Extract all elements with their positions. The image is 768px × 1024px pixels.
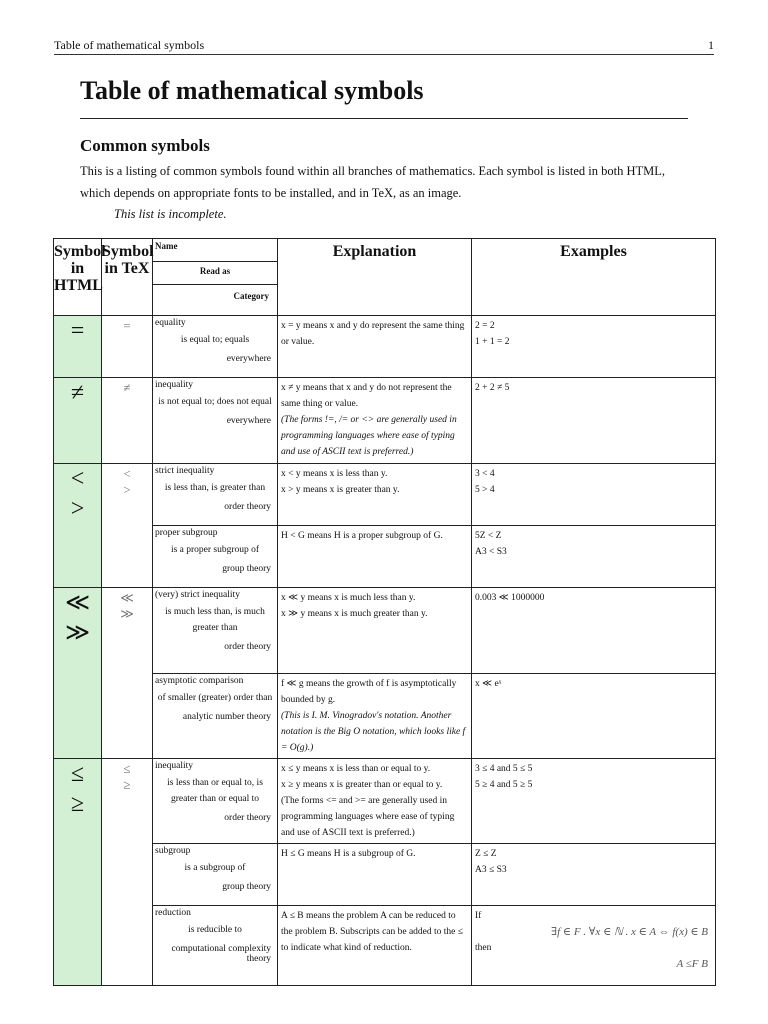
explanation-cell — [278, 906, 472, 986]
table-row — [54, 526, 716, 588]
tex-symbol: ≫ — [120, 606, 134, 621]
name-cell — [153, 378, 278, 464]
symbol-read-as: is a proper subgroup of — [170, 545, 260, 555]
example-text: 3 ≤ 4 and 5 ≤ 5 — [475, 764, 533, 774]
examples-cell — [472, 759, 716, 844]
tex-symbol: ≠ — [123, 380, 131, 395]
table-row — [54, 464, 716, 526]
html-symbol: = — [70, 318, 85, 344]
symbol-read-as: is less than or equal to, is greater than or equal to — [167, 778, 263, 804]
symbol-name: proper subgroup — [155, 528, 218, 538]
example-text: A3 ≤ S3 — [475, 865, 507, 875]
table-row — [54, 588, 716, 674]
examples-cell — [472, 316, 716, 378]
tex-symbol: ≪ — [120, 590, 134, 605]
tex-symbol: = — [123, 318, 131, 333]
example-text: ∃f ∈ F . ∀x ∈ ℕ . x ∈ A ⇔ f(x) ∈ B — [551, 926, 708, 938]
header-examples: Examples — [472, 239, 716, 316]
symbol-read-as: of smaller (greater) order than — [157, 693, 273, 703]
symbol-name: strict inequality — [155, 466, 215, 476]
symbol-read-as: is not equal to; does not equal — [158, 397, 272, 407]
explanation-text: H < G means H is a proper subgroup of G. — [281, 531, 443, 541]
explanation-cell — [278, 844, 472, 906]
symbol-category: order theory — [224, 813, 271, 823]
explanation-cell — [278, 378, 472, 464]
explanation-cell — [278, 759, 472, 844]
example-text: then — [475, 943, 492, 953]
html-symbol: > — [70, 496, 85, 522]
explanation-text: x < y means x is less than y. — [281, 469, 388, 479]
example-text: 2 + 2 ≠ 5 — [475, 383, 510, 393]
name-cell — [153, 316, 278, 378]
tex-symbol-cell — [102, 464, 153, 588]
example-text: 3 < 4 — [475, 469, 495, 479]
symbol-category: analytic number theory — [182, 712, 271, 722]
explanation-text: (This is I. M. Vinogradov's notation. Another notation is the Big O notation, which looks like f = O(g).) — [281, 711, 466, 753]
examples-cell — [472, 526, 716, 588]
symbol-category: order theory — [224, 502, 271, 512]
symbol-read-as: is reducible to — [188, 925, 242, 935]
example-text: 1 + 1 = 2 — [475, 337, 510, 347]
examples-cell — [472, 464, 716, 526]
explanation-text: x = y means x and y do represent the same thing or value. — [281, 321, 465, 347]
symbol-category: group theory — [222, 564, 271, 574]
tex-symbol-cell — [102, 759, 153, 986]
html-symbol-cell — [54, 378, 102, 464]
example-text: Z ≤ Z — [475, 849, 497, 859]
example-text: 5 > 4 — [475, 485, 495, 495]
tex-symbol-cell — [102, 316, 153, 378]
example-text: 5 ≥ 4 and 5 ≥ 5 — [475, 780, 533, 790]
title-rule — [80, 118, 688, 119]
example-text: 0.003 ≪ 1000000 — [475, 593, 545, 603]
symbol-category: everywhere — [226, 416, 271, 426]
symbol-name: asymptotic comparison — [155, 676, 244, 686]
symbol-read-as: is less than, is greater than — [164, 483, 266, 493]
table-row — [54, 759, 716, 844]
explanation-cell — [278, 526, 472, 588]
running-head-title: Table of mathematical symbols — [54, 38, 205, 52]
html-symbol: ≫ — [64, 620, 91, 646]
html-symbol-cell — [54, 588, 102, 759]
symbol-name: (very) strict inequality — [155, 590, 240, 600]
example-text: A3 < S3 — [475, 547, 507, 557]
symbols-table — [53, 238, 716, 986]
examples-cell — [472, 906, 716, 986]
explanation-text: (The forms <= and >= are generally used in programming languages where ease of typing and use of ASCII text is preferred.) — [281, 796, 455, 838]
intro-paragraph: This is a listing of common symbols found within all branches of mathematics. Each symbol is listed in both HTML, which depends on appropriate fonts to be installed, and in TeX, as an image. — [80, 164, 665, 200]
explanation-text: x ≥ y means x is greater than or equal to y. — [281, 780, 443, 790]
symbol-name: inequality — [155, 380, 193, 390]
examples-cell — [472, 844, 716, 906]
explanation-text: x ≫ y means x is much greater than y. — [281, 609, 428, 619]
table-row — [54, 378, 716, 464]
symbol-read-as: is much less than, is much greater than — [165, 607, 265, 633]
header-tex: Symbol in TeX — [102, 239, 153, 316]
explanation-cell — [278, 674, 472, 759]
explanation-text: x > y means x is greater than y. — [281, 485, 400, 495]
name-cell — [153, 674, 278, 759]
header-read-as: Read as — [153, 262, 278, 285]
table-body — [54, 316, 716, 986]
explanation-cell — [278, 316, 472, 378]
explanation-cell — [278, 464, 472, 526]
header-name: Name — [153, 239, 278, 262]
tex-symbol: < — [123, 466, 131, 481]
running-head — [54, 38, 714, 55]
example-text: 2 = 2 — [475, 321, 495, 331]
table-row — [54, 316, 716, 378]
html-symbol: < — [70, 466, 85, 492]
explanation-text: A ≤ B means the problem A can be reduced to the problem B. Subscripts can be added to the ≤ to indicate what kind of reduction. — [281, 911, 463, 953]
name-cell — [153, 759, 278, 844]
explanation-text: f ≪ g means the growth of f is asymptotically bounded by g. — [281, 679, 457, 705]
tex-symbol-cell — [102, 588, 153, 759]
symbol-read-as: is equal to; equals — [180, 335, 250, 345]
explanation-text: x ≤ y means x is less than or equal to y. — [281, 764, 431, 774]
name-cell — [153, 844, 278, 906]
html-symbol: ≠ — [70, 380, 85, 406]
explanation-text: x ≠ y means that x and y do not represent the same thing or value. — [281, 383, 452, 409]
html-symbol-cell — [54, 316, 102, 378]
symbol-read-as: is a subgroup of — [184, 863, 246, 873]
table-row — [54, 674, 716, 759]
tex-symbol: > — [123, 482, 131, 497]
name-cell — [153, 906, 278, 986]
name-cell — [153, 526, 278, 588]
examples-cell — [472, 588, 716, 674]
example-text: 5Z < Z — [475, 531, 502, 541]
html-symbol-cell — [54, 759, 102, 986]
symbol-category: order theory — [224, 642, 271, 652]
tex-symbol-cell — [102, 378, 153, 464]
header-html: Symbol in HTML — [54, 239, 102, 316]
page-number: 1 — [708, 38, 714, 52]
page-title: Table of mathematical symbols — [80, 76, 424, 105]
html-symbol: ≤ — [70, 761, 85, 787]
table-row — [54, 906, 716, 986]
symbol-category: computational complexity theory — [171, 944, 271, 964]
explanation-cell — [278, 588, 472, 674]
html-symbol-cell — [54, 464, 102, 588]
explanation-text: H ≤ G means H is a subgroup of G. — [281, 849, 416, 859]
tex-symbol: ≥ — [123, 777, 131, 792]
name-cell — [153, 588, 278, 674]
html-symbol: ≥ — [70, 791, 85, 817]
header-explanation: Explanation — [278, 239, 472, 316]
examples-cell — [472, 674, 716, 759]
explanation-text: x ≪ y means x is much less than y. — [281, 593, 416, 603]
name-cell — [153, 464, 278, 526]
examples-cell — [472, 378, 716, 464]
symbol-category: everywhere — [226, 354, 271, 364]
tex-symbol: ≤ — [123, 761, 131, 776]
explanation-text: (The forms !=, /= or <> are generally used in programming languages where ease of typing and use of ASCII text is preferred.) — [281, 415, 457, 457]
symbol-name: inequality — [155, 761, 193, 771]
section-heading: Common symbols — [80, 136, 210, 155]
html-symbol: ≪ — [64, 590, 91, 616]
table-row — [54, 844, 716, 906]
symbol-category: group theory — [222, 882, 271, 892]
example-text: x ≪ eˣ — [475, 679, 502, 689]
header-category: Category — [153, 285, 278, 316]
symbol-name: equality — [155, 318, 186, 328]
example-text: If — [475, 911, 482, 921]
incomplete-note: This list is incomplete. — [114, 207, 227, 221]
example-text: A ≤F B — [676, 958, 708, 970]
symbol-name: reduction — [155, 908, 191, 918]
symbol-name: subgroup — [155, 846, 191, 856]
